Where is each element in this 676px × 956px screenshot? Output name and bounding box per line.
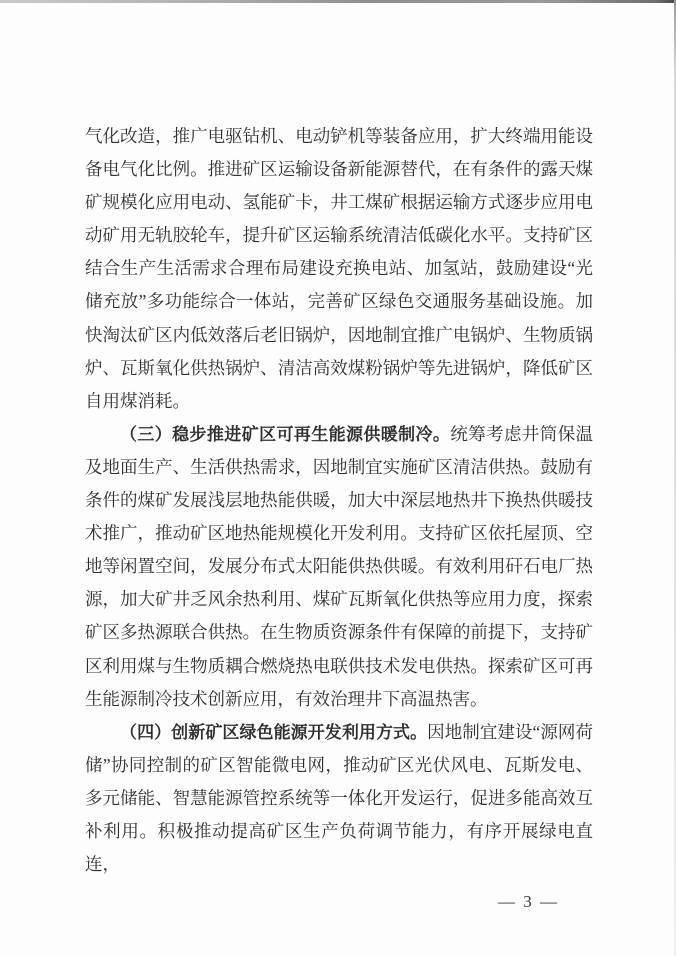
section-3-heading: （三）稳步推进矿区可再生能源供暖制冷。 [120,424,451,444]
paragraph-text: 统筹考虑井筒保温及地面生产、生活供热需求，因地制宜实施矿区清洁供热。鼓励有条件的煤矿发展浅层地热能供暖，加大中深层地热井下换热供暖技术推广，推动矿区地热能规模化开发利用。支持矿区依托屋顶、空地等闲置空间，发展分布式太阳能供热供暖。有效利用矸石电厂热源，加大矿井乏风余热利用、煤矿瓦斯氧化供热等应用力度，探索矿区多热源联合供热。在生物质资源条件有保障的前提下，支持矿区利用煤与生物质耦合燃烧热电联供技术发电供热。探索矿区可再生能源制冷技术创新应用，有效治理井下高温热害。 [85,423,594,709]
paragraph-continuation [85,120,593,418]
paragraph-section-4 [85,716,593,881]
paragraph-section-3 [85,418,593,716]
paragraph-text: 气化改造，推广电驱钻机、电动铲机等装备应用，扩大终端用能设备电气化比例。推进矿区运输设备新能源替代，在有条件的露天煤矿规模化应用电动、氢能矿卡，井工煤矿根据运输方式逐步应用电动矿用无轨胶轮车，提升矿区运输系统清洁低碳化水平。支持矿区结合生产生活需求合理布局建设充换电站、加氢站，鼓励建设“光储充放”多功能综合一体站，完善矿区绿色交通服务基础设施。加快淘汰矿区内低效落后老旧锅炉，因地制宜推广电锅炉、生物质锅炉、瓦斯氧化供热锅炉、清洁高效煤粉锅炉等先进锅炉，降低矿区自用煤消耗。 [85,126,593,411]
paragraph-text: 因地制宜建设“源网荷储”协同控制的矿区智能微电网，推动矿区光伏风电、瓦斯发电、多元储能、智慧能源管控系统等一体化开发运行，促进多能高效互补利用。积极推动提高矿区生产负荷调节能力，有序开展绿电直连， [85,721,593,875]
page-number: — 3 — [498,892,559,912]
section-4-heading: （四）创新矿区绿色能源开发利用方式。 [120,722,428,742]
